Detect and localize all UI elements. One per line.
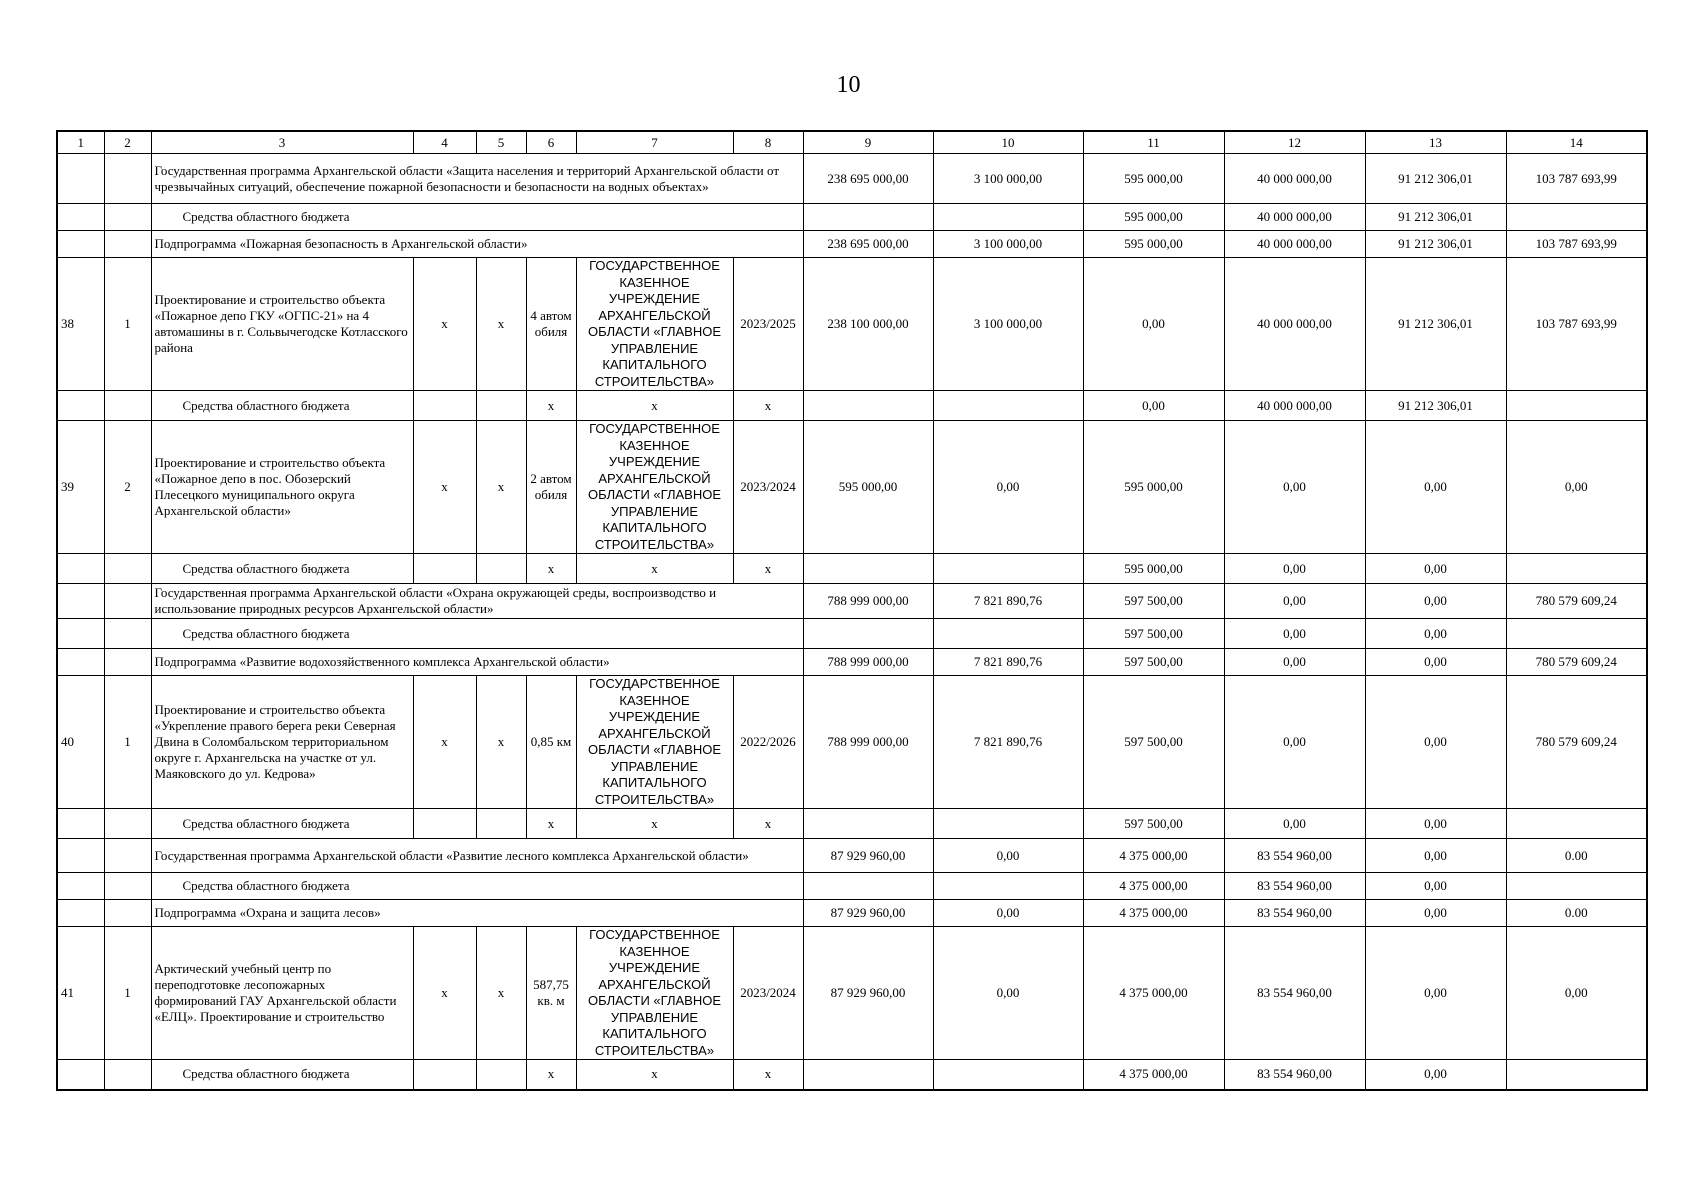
amount-cell: 238 100 000,00 [803, 258, 933, 391]
cell-empty [476, 1060, 526, 1090]
cell-empty [57, 900, 104, 927]
amount-cell: 0,00 [1365, 676, 1506, 809]
column-header: 10 [933, 131, 1083, 154]
object-name: Проектирование и строительство объекта «Пожарное депо ГКУ «ОГПС-21» на 4 автомашины в г. Сольвычегодске Котласского района [151, 258, 413, 391]
object-name: Проектирование и строительство объекта «Укрепление правого берега реки Северная Двина в Соломбальском территориальном округе г. Архангельска на участке от ул. Маяковского до ул. Кедрова» [151, 676, 413, 809]
program-title: Государственная программа Архангельской области «Защита населения и территорий Архангельской области от чрезвычайных ситуаций, обеспечение пожарной безопасности и безопасности на водных объектах» [151, 154, 803, 204]
period-cell: 2023/2024 [733, 927, 803, 1060]
amount-cell: 3 100 000,00 [933, 258, 1083, 391]
column-header: 8 [733, 131, 803, 154]
capacity-cell: x [526, 1060, 576, 1090]
amount-cell: 0,00 [1224, 554, 1365, 584]
funding-source-row [57, 554, 1647, 584]
amount-cell [803, 554, 933, 584]
amount-cell: 4 375 000,00 [1083, 839, 1224, 873]
object-number: 39 [57, 421, 104, 554]
funding-source-label: Средства областного бюджета [151, 204, 803, 231]
amount-cell: 0,00 [1506, 927, 1647, 1060]
cell-empty [57, 584, 104, 619]
amount-cell: 0,00 [1224, 619, 1365, 649]
column-header: 9 [803, 131, 933, 154]
amount-cell: 0,00 [1224, 809, 1365, 839]
amount-cell [933, 554, 1083, 584]
amount-cell: 0,00 [1365, 900, 1506, 927]
amount-cell: 595 000,00 [1083, 231, 1224, 258]
column-header: 4 [413, 131, 476, 154]
funding-source-row [57, 619, 1647, 649]
funding-source-row [57, 1060, 1647, 1090]
capacity-cell: 2 автом обиля [526, 421, 576, 554]
funding-source-label: Средства областного бюджета [151, 1060, 413, 1090]
cell-empty [57, 1060, 104, 1090]
amount-cell: 238 695 000,00 [803, 231, 933, 258]
program-row [57, 231, 1647, 258]
cell-empty [413, 554, 476, 584]
amount-cell: 0,00 [1365, 1060, 1506, 1090]
amount-cell: 597 500,00 [1083, 619, 1224, 649]
period-cell: x [733, 554, 803, 584]
amount-cell: 0,00 [1365, 649, 1506, 676]
funding-source-label: Средства областного бюджета [151, 873, 803, 900]
amount-cell: 91 212 306,01 [1365, 231, 1506, 258]
object-subnumber: 1 [104, 258, 151, 391]
amount-cell [803, 809, 933, 839]
column-header: 5 [476, 131, 526, 154]
object-number: 38 [57, 258, 104, 391]
amount-cell: 91 212 306,01 [1365, 204, 1506, 231]
cell-x: x [476, 927, 526, 1060]
amount-cell: 597 500,00 [1083, 649, 1224, 676]
cell-empty [57, 839, 104, 873]
amount-cell: 788 999 000,00 [803, 649, 933, 676]
period-cell: 2023/2025 [733, 258, 803, 391]
amount-cell: 4 375 000,00 [1083, 900, 1224, 927]
funding-source-label: Средства областного бюджета [151, 809, 413, 839]
program-row [57, 839, 1647, 873]
amount-cell: 595 000,00 [803, 421, 933, 554]
cell-empty [413, 1060, 476, 1090]
amount-cell: 0,00 [933, 927, 1083, 1060]
period-cell: x [733, 809, 803, 839]
amount-cell [803, 391, 933, 421]
amount-cell: 87 929 960,00 [803, 927, 933, 1060]
cell-empty [104, 649, 151, 676]
program-title: Государственная программа Архангельской области «Развитие лесного комплекса Архангельской области» [151, 839, 803, 873]
cell-empty [57, 231, 104, 258]
amount-cell: 0,00 [1365, 619, 1506, 649]
amount-cell: 91 212 306,01 [1365, 391, 1506, 421]
capacity-cell: x [526, 391, 576, 421]
amount-cell: 0,00 [1365, 554, 1506, 584]
column-header: 3 [151, 131, 413, 154]
amount-cell: 238 695 000,00 [803, 154, 933, 204]
amount-cell: 83 554 960,00 [1224, 873, 1365, 900]
funding-source-label: Средства областного бюджета [151, 391, 413, 421]
amount-cell: 103 787 693,99 [1506, 231, 1647, 258]
customer-cell: x [576, 1060, 733, 1090]
amount-cell: 83 554 960,00 [1224, 900, 1365, 927]
amount-cell: 595 000,00 [1083, 204, 1224, 231]
cell-empty [57, 619, 104, 649]
amount-cell: 7 821 890,76 [933, 676, 1083, 809]
cell-x: x [476, 258, 526, 391]
object-subnumber: 1 [104, 927, 151, 1060]
amount-cell: 91 212 306,01 [1365, 154, 1506, 204]
funding-source-row [57, 391, 1647, 421]
cell-x: x [476, 421, 526, 554]
amount-cell: 4 375 000,00 [1083, 1060, 1224, 1090]
amount-cell [803, 1060, 933, 1090]
amount-cell: 597 500,00 [1083, 676, 1224, 809]
program-title: Подпрограмма «Развитие водохозяйственного комплекса Архангельской области» [151, 649, 803, 676]
cell-x: x [413, 927, 476, 1060]
column-header: 14 [1506, 131, 1647, 154]
funding-source-label: Средства областного бюджета [151, 619, 803, 649]
object-name: Проектирование и строительство объекта «Пожарное депо в пос. Обозерский Плесецкого муниципального округа Архангельской области» [151, 421, 413, 554]
cell-empty [57, 649, 104, 676]
cell-x: x [413, 258, 476, 391]
cell-empty [476, 809, 526, 839]
cell-empty [57, 554, 104, 584]
amount-cell [933, 204, 1083, 231]
amount-cell: 0,00 [1365, 584, 1506, 619]
column-header: 11 [1083, 131, 1224, 154]
period-cell: x [733, 391, 803, 421]
cell-empty [104, 809, 151, 839]
amount-cell: 595 000,00 [1083, 554, 1224, 584]
amount-cell [803, 619, 933, 649]
cell-empty [476, 391, 526, 421]
object-subnumber: 1 [104, 676, 151, 809]
amount-cell [933, 1060, 1083, 1090]
amount-cell [933, 809, 1083, 839]
amount-cell: 3 100 000,00 [933, 154, 1083, 204]
cell-empty [413, 809, 476, 839]
amount-cell [1506, 554, 1647, 584]
customer-cell: x [576, 554, 733, 584]
amount-cell: 0,00 [1365, 873, 1506, 900]
amount-cell [803, 873, 933, 900]
column-header: 2 [104, 131, 151, 154]
amount-cell: 0.00 [1506, 839, 1647, 873]
amount-cell: 0,00 [1365, 927, 1506, 1060]
amount-cell: 87 929 960,00 [803, 900, 933, 927]
cell-empty [104, 554, 151, 584]
object-number: 41 [57, 927, 104, 1060]
amount-cell: 0,00 [1224, 676, 1365, 809]
amount-cell: 40 000 000,00 [1224, 204, 1365, 231]
amount-cell: 595 000,00 [1083, 154, 1224, 204]
amount-cell: 0,00 [1083, 258, 1224, 391]
amount-cell: 597 500,00 [1083, 809, 1224, 839]
amount-cell: 0,00 [1083, 391, 1224, 421]
amount-cell: 597 500,00 [1083, 584, 1224, 619]
customer-cell: x [576, 809, 733, 839]
amount-cell [1506, 809, 1647, 839]
cell-empty [476, 554, 526, 584]
program-title: Государственная программа Архангельской области «Охрана окружающей среды, воспроизводство и использование природных ресурсов Архангельской области» [151, 584, 803, 619]
period-cell: x [733, 1060, 803, 1090]
amount-cell: 780 579 609,24 [1506, 584, 1647, 619]
amount-cell: 0,00 [1365, 421, 1506, 554]
amount-cell: 83 554 960,00 [1224, 839, 1365, 873]
amount-cell: 0,00 [933, 839, 1083, 873]
program-row [57, 649, 1647, 676]
cell-empty [104, 1060, 151, 1090]
customer-cell: ГОСУДАРСТВЕННОЕ КАЗЕННОЕ УЧРЕЖДЕНИЕ АРХАНГЕЛЬСКОЙ ОБЛАСТИ «ГЛАВНОЕ УПРАВЛЕНИЕ КАПИТАЛЬНОГО СТРОИТЕЛЬСТВА» [576, 927, 733, 1060]
program-row [57, 584, 1647, 619]
object-row [57, 927, 1647, 1060]
column-header: 12 [1224, 131, 1365, 154]
object-row [57, 421, 1647, 554]
cell-empty [104, 231, 151, 258]
amount-cell: 91 212 306,01 [1365, 258, 1506, 391]
amount-cell [803, 204, 933, 231]
amount-cell [1506, 873, 1647, 900]
amount-cell: 0,00 [1365, 839, 1506, 873]
cell-x: x [476, 676, 526, 809]
program-title: Подпрограмма «Пожарная безопасность в Архангельской области» [151, 231, 803, 258]
object-row [57, 258, 1647, 391]
cell-empty [57, 154, 104, 204]
cell-empty [57, 809, 104, 839]
amount-cell: 4 375 000,00 [1083, 927, 1224, 1060]
cell-empty [104, 154, 151, 204]
amount-cell [1506, 391, 1647, 421]
amount-cell: 0,00 [1365, 809, 1506, 839]
amount-cell: 780 579 609,24 [1506, 676, 1647, 809]
customer-cell: ГОСУДАРСТВЕННОЕ КАЗЕННОЕ УЧРЕЖДЕНИЕ АРХАНГЕЛЬСКОЙ ОБЛАСТИ «ГЛАВНОЕ УПРАВЛЕНИЕ КАПИТАЛЬНОГО СТРОИТЕЛЬСТВА» [576, 258, 733, 391]
amount-cell: 0,00 [933, 421, 1083, 554]
amount-cell [1506, 204, 1647, 231]
funding-source-row [57, 873, 1647, 900]
budget-table [56, 130, 1648, 1091]
funding-source-row [57, 809, 1647, 839]
amount-cell: 103 787 693,99 [1506, 258, 1647, 391]
amount-cell: 4 375 000,00 [1083, 873, 1224, 900]
cell-empty [104, 584, 151, 619]
amount-cell: 3 100 000,00 [933, 231, 1083, 258]
column-number-row [57, 131, 1647, 154]
amount-cell [1506, 619, 1647, 649]
cell-empty [413, 391, 476, 421]
capacity-cell: 0,85 км [526, 676, 576, 809]
object-number: 40 [57, 676, 104, 809]
amount-cell: 788 999 000,00 [803, 584, 933, 619]
funding-source-label: Средства областного бюджета [151, 554, 413, 584]
period-cell: 2023/2024 [733, 421, 803, 554]
amount-cell: 0,00 [1224, 584, 1365, 619]
customer-cell: ГОСУДАРСТВЕННОЕ КАЗЕННОЕ УЧРЕЖДЕНИЕ АРХАНГЕЛЬСКОЙ ОБЛАСТИ «ГЛАВНОЕ УПРАВЛЕНИЕ КАПИТАЛЬНОГО СТРОИТЕЛЬСТВА» [576, 421, 733, 554]
cell-empty [104, 391, 151, 421]
amount-cell [933, 873, 1083, 900]
amount-cell [933, 391, 1083, 421]
amount-cell: 0,00 [933, 900, 1083, 927]
amount-cell: 103 787 693,99 [1506, 154, 1647, 204]
amount-cell: 7 821 890,76 [933, 584, 1083, 619]
object-row [57, 676, 1647, 809]
customer-cell: x [576, 391, 733, 421]
amount-cell [933, 619, 1083, 649]
amount-cell: 40 000 000,00 [1224, 391, 1365, 421]
funding-source-row [57, 204, 1647, 231]
column-header: 6 [526, 131, 576, 154]
amount-cell: 83 554 960,00 [1224, 1060, 1365, 1090]
capacity-cell: x [526, 554, 576, 584]
amount-cell [1506, 1060, 1647, 1090]
program-title: Подпрограмма «Охрана и защита лесов» [151, 900, 803, 927]
amount-cell: 0.00 [1506, 900, 1647, 927]
amount-cell: 7 821 890,76 [933, 649, 1083, 676]
amount-cell: 40 000 000,00 [1224, 231, 1365, 258]
cell-empty [104, 873, 151, 900]
cell-empty [57, 873, 104, 900]
amount-cell: 780 579 609,24 [1506, 649, 1647, 676]
amount-cell: 0,00 [1224, 421, 1365, 554]
period-cell: 2022/2026 [733, 676, 803, 809]
amount-cell: 83 554 960,00 [1224, 927, 1365, 1060]
cell-empty [57, 391, 104, 421]
cell-empty [104, 619, 151, 649]
object-subnumber: 2 [104, 421, 151, 554]
cell-x: x [413, 676, 476, 809]
capacity-cell: 587,75 кв. м [526, 927, 576, 1060]
cell-empty [57, 204, 104, 231]
amount-cell: 788 999 000,00 [803, 676, 933, 809]
amount-cell: 87 929 960,00 [803, 839, 933, 873]
column-header: 13 [1365, 131, 1506, 154]
amount-cell: 40 000 000,00 [1224, 258, 1365, 391]
page-number: 10 [836, 72, 861, 98]
cell-empty [104, 204, 151, 231]
amount-cell: 595 000,00 [1083, 421, 1224, 554]
amount-cell: 40 000 000,00 [1224, 154, 1365, 204]
amount-cell: 0,00 [1506, 421, 1647, 554]
cell-empty [104, 900, 151, 927]
cell-empty [104, 839, 151, 873]
program-row [57, 154, 1647, 204]
program-row [57, 900, 1647, 927]
column-header: 7 [576, 131, 733, 154]
cell-x: x [413, 421, 476, 554]
capacity-cell: x [526, 809, 576, 839]
capacity-cell: 4 автом обиля [526, 258, 576, 391]
object-name: Арктический учебный центр по переподготовке лесопожарных формирований ГАУ Архангельской области «ЕЛЦ». Проектирование и строительство [151, 927, 413, 1060]
customer-cell: ГОСУДАРСТВЕННОЕ КАЗЕННОЕ УЧРЕЖДЕНИЕ АРХАНГЕЛЬСКОЙ ОБЛАСТИ «ГЛАВНОЕ УПРАВЛЕНИЕ КАПИТАЛЬНОГО СТРОИТЕЛЬСТВА» [576, 676, 733, 809]
column-header: 1 [57, 131, 104, 154]
amount-cell: 0,00 [1224, 649, 1365, 676]
